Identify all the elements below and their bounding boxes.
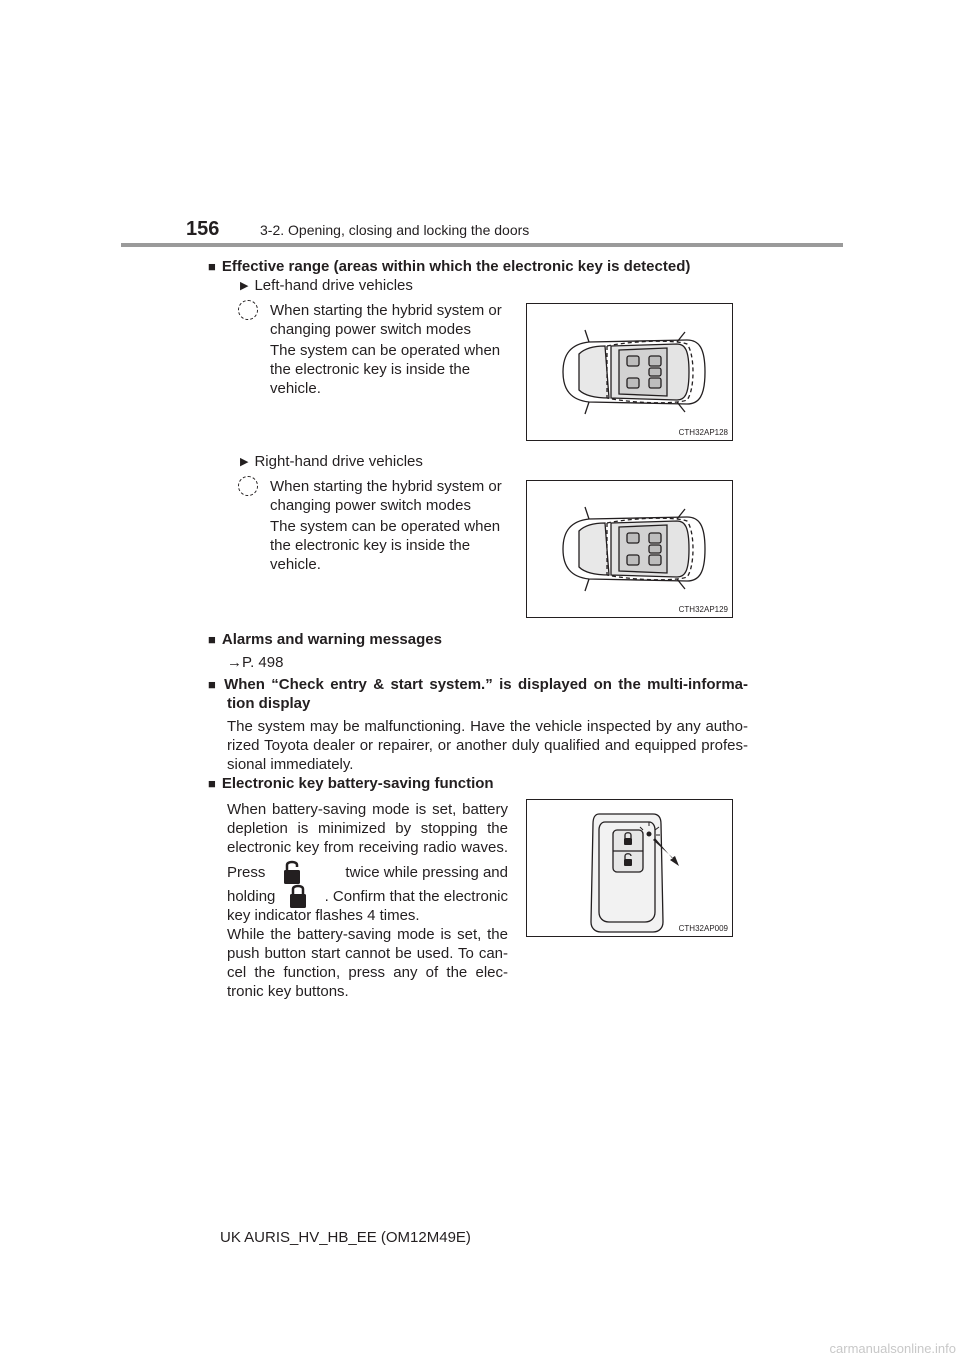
battery-saving-intro: When battery-saving mode is set, battery depletion is minimized by stopping the electronic key from receiving radio waves. — [227, 801, 508, 856]
alarms-page-ref: →P. 498 — [227, 654, 284, 671]
page-number: 156 — [186, 218, 220, 240]
battery-saving-details: key indicator flashes 4 times. While the battery-saving mode is set, the push button start cannot be used. To can- cel the function, press any of the elec- tronic key buttons. — [227, 907, 508, 1000]
battery-saving-hold-line: holding . Confirm that the electronic — [227, 882, 508, 910]
alarms-heading: ■ Alarms and warning messages — [208, 631, 442, 648]
check-entry-text: The system may be malfunctioning. Have the vehicle inspected by any autho- rized Toyota dealer or repairer, or another duly qualified and equipped profes- sional immediately. — [227, 718, 748, 773]
electronic-key-illustration — [527, 800, 732, 936]
square-bullet-icon: ■ — [208, 259, 216, 274]
battery-saving-heading: ■ Electronic key battery-saving function — [208, 775, 494, 792]
dashed-circle-icon — [238, 476, 258, 496]
square-bullet-icon: ■ — [208, 677, 219, 692]
rhd-description: The system can be operated when the electronic key is inside the vehicle. — [270, 518, 501, 573]
watermark: carmanualsonline.info — [829, 1341, 956, 1356]
lhd-figure-code: CTH32AP128 — [678, 428, 728, 437]
header-rule — [121, 243, 843, 247]
square-bullet-icon: ■ — [208, 632, 216, 647]
model-footer: UK AURIS_HV_HB_EE (OM12M49E) — [220, 1229, 471, 1246]
lhd-legend: When starting the hybrid system or changing power switch modes — [270, 302, 502, 338]
rhd-legend: When starting the hybrid system or changing power switch modes — [270, 478, 502, 514]
electronic-key-figure — [526, 799, 733, 937]
lhd-figure — [526, 303, 733, 441]
lhd-description: The system can be operated when the electronic key is inside the vehicle. — [270, 342, 501, 397]
rhd-figure-code: CTH32AP129 — [678, 605, 728, 614]
rhd-figure — [526, 480, 733, 618]
section-title: 3-2. Opening, closing and locking the doors — [260, 222, 530, 238]
rhd-label: ▶ Right-hand drive vehicles — [240, 453, 423, 470]
triangle-bullet-icon: ▶ — [240, 280, 249, 292]
square-bullet-icon: ■ — [208, 776, 216, 791]
car-top-view-rhd-illustration — [527, 481, 732, 617]
electronic-key-figure-code: CTH32AP009 — [678, 924, 728, 933]
triangle-bullet-icon: ▶ — [240, 456, 249, 468]
battery-saving-press-line: Press twice while pressing and — [227, 858, 508, 886]
dashed-circle-icon — [238, 300, 258, 320]
check-entry-heading: ■ When “Check entry & start system.” is displayed on the multi-informa- tion display — [208, 676, 748, 712]
effective-range-heading: ■ Effective range (areas within which the electronic key is detected) — [208, 258, 691, 275]
car-top-view-lhd-illustration — [527, 304, 732, 440]
lhd-label: ▶ Left-hand drive vehicles — [240, 277, 413, 294]
